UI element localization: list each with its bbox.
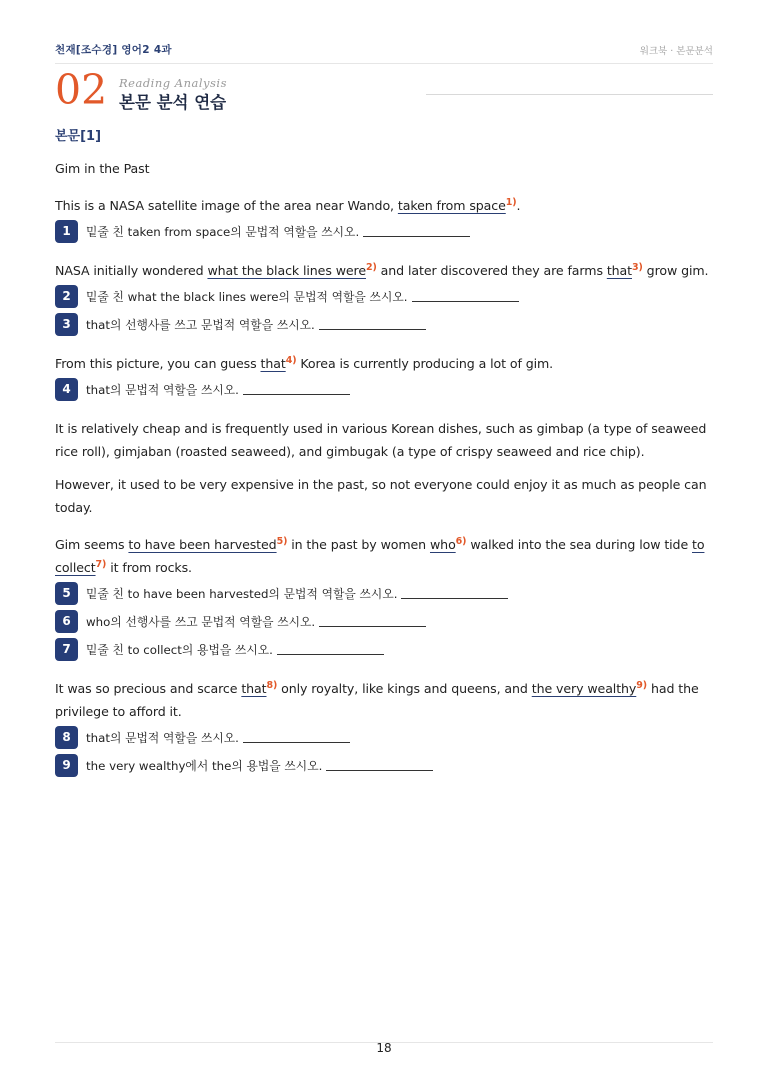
paragraph-7 xyxy=(55,677,715,723)
text: Korea is currently producing a lot of gim. xyxy=(296,356,554,371)
answer-blank[interactable] xyxy=(363,225,470,237)
question-number-badge: 4 xyxy=(55,378,78,401)
question-text: who의 선행사를 쓰고 문법적 역할을 쓰시오. xyxy=(86,614,316,629)
section-heading: 본문[1] xyxy=(55,129,102,144)
question-marker-3: 3) xyxy=(632,262,643,273)
underlined-phrase-3: that xyxy=(606,263,632,278)
question-text: 밑줄 친 taken from space의 문법적 역할을 쓰시오. xyxy=(86,224,360,239)
question-marker-1: 1) xyxy=(505,197,517,208)
question-text: that의 문법적 역할을 쓰시오. xyxy=(86,382,239,397)
text: had the privilege to afford it. xyxy=(55,681,699,719)
title-block xyxy=(55,66,713,116)
question-number-badge: 3 xyxy=(55,313,78,336)
question-number-badge: 1 xyxy=(55,220,78,243)
answer-blank[interactable] xyxy=(401,587,508,599)
page-number: 18 xyxy=(376,1041,392,1055)
question-2 xyxy=(55,282,715,310)
question-number-badge: 8 xyxy=(55,726,78,749)
text: only royalty, like kings and queens, and xyxy=(277,681,532,696)
underlined-phrase-7: to collect xyxy=(55,537,705,575)
section-number: 02 xyxy=(55,66,108,114)
book-title: 천재[조수경] 영어2 4과 xyxy=(55,44,172,56)
answer-blank[interactable] xyxy=(243,731,350,743)
underlined-phrase-4: that xyxy=(260,356,286,371)
question-text: 밑줄 친 to collect의 용법을 쓰시오. xyxy=(86,642,273,657)
text: From this picture, you can guess xyxy=(55,356,261,371)
paragraph-6 xyxy=(55,533,715,579)
question-marker-8: 8) xyxy=(266,680,278,691)
question-9 xyxy=(55,751,715,779)
question-marker-4: 4) xyxy=(285,355,297,366)
text: Gim seems xyxy=(55,537,129,552)
underlined-phrase-6: who xyxy=(429,537,456,552)
question-marker-7: 7) xyxy=(95,559,107,570)
question-number-badge: 6 xyxy=(55,610,78,633)
question-marker-2: 2) xyxy=(366,262,377,273)
main-content xyxy=(55,127,715,779)
question-marker-6: 6) xyxy=(455,536,467,547)
page-title: 본문 분석 연습 xyxy=(119,93,227,112)
underlined-phrase-2: what the black lines were xyxy=(207,263,366,278)
title-divider xyxy=(426,94,713,95)
underlined-phrase-9: the very wealthy xyxy=(531,681,637,696)
text: walked into the sea during low tide xyxy=(466,537,692,552)
question-marker-9: 9) xyxy=(636,680,648,691)
question-number-badge: 7 xyxy=(55,638,78,661)
title-subtitle: Reading Analysis xyxy=(119,76,228,90)
answer-blank[interactable] xyxy=(277,643,384,655)
answer-blank[interactable] xyxy=(319,615,426,627)
text: NASA initially wondered xyxy=(55,263,208,278)
paragraph-2 xyxy=(55,259,715,282)
question-number-badge: 9 xyxy=(55,754,78,777)
underlined-phrase-5: to have been harvested xyxy=(128,537,277,552)
question-1 xyxy=(55,217,715,245)
answer-blank[interactable] xyxy=(243,383,350,395)
text: It was so precious and scarce xyxy=(55,681,242,696)
passage-title: Gim in the Past xyxy=(55,161,150,176)
text: it from rocks. xyxy=(106,560,192,575)
answer-blank[interactable] xyxy=(319,318,426,330)
question-marker-5: 5) xyxy=(276,536,288,547)
text: and later discovered they are farms xyxy=(376,263,607,278)
paragraph-4: It is relatively cheap and is frequently used in various Korean dishes, such as gimbap (a type of seaweed rice roll), gimjaban (roasted seaweed), and gimbugak (a type of crispy seaweed and rice chip). xyxy=(55,421,707,459)
question-8 xyxy=(55,723,715,751)
answer-blank[interactable] xyxy=(412,290,519,302)
question-7 xyxy=(55,635,715,663)
question-4 xyxy=(55,375,715,403)
question-5 xyxy=(55,579,715,607)
question-3 xyxy=(55,310,715,338)
question-text: the very wealthy에서 the의 용법을 쓰시오. xyxy=(86,758,323,773)
text: This is a NASA satellite image of the area near Wando, xyxy=(55,198,398,213)
section-label: 워크북 · 본문분석 xyxy=(639,46,713,57)
question-text: that의 문법적 역할을 쓰시오. xyxy=(86,730,239,745)
question-number-badge: 2 xyxy=(55,285,78,308)
question-text: that의 선행사를 쓰고 문법적 역할을 쓰시오. xyxy=(86,317,315,332)
paragraph-1 xyxy=(55,194,715,217)
paragraph-5: However, it used to be very expensive in the past, so not everyone could enjoy it as much as people can today. xyxy=(55,477,707,515)
underlined-phrase-1: taken from space xyxy=(397,198,506,213)
page-header xyxy=(55,42,713,64)
text: . xyxy=(516,198,521,213)
text: grow gim. xyxy=(642,263,709,278)
question-text: 밑줄 친 what the black lines were의 문법적 역할을 쓰시오. xyxy=(86,289,408,304)
underlined-phrase-8: that xyxy=(241,681,267,696)
question-text: 밑줄 친 to have been harvested의 문법적 역할을 쓰시오. xyxy=(86,586,398,601)
paragraph-3 xyxy=(55,352,715,375)
question-number-badge: 5 xyxy=(55,582,78,605)
text: in the past by women xyxy=(287,537,430,552)
answer-blank[interactable] xyxy=(326,759,433,771)
question-6 xyxy=(55,607,715,635)
